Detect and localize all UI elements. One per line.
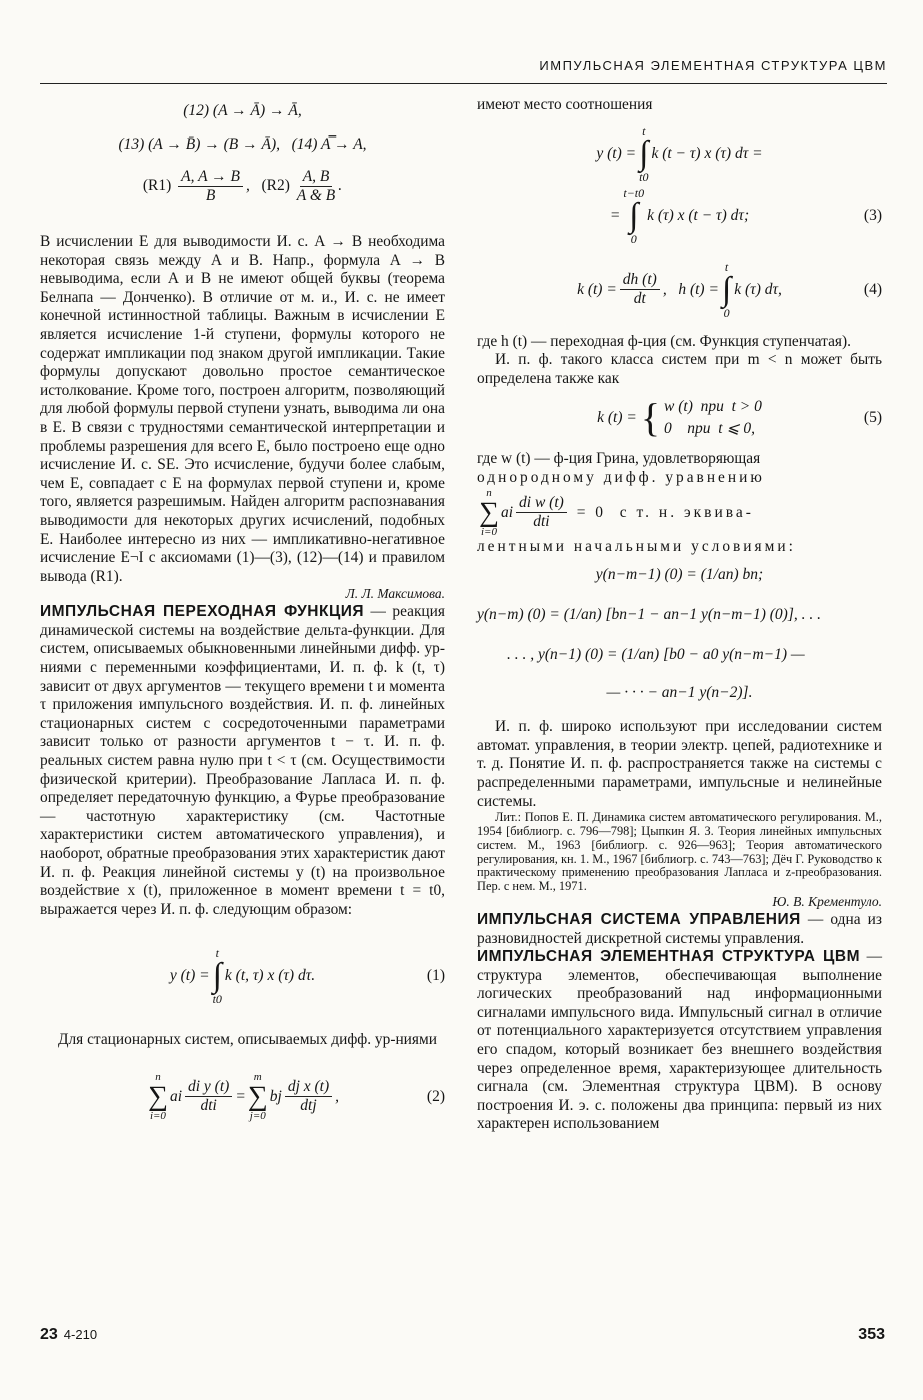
eq3b-lower-limit: 0 [630,231,637,246]
eq1-integral: t ∫ t0 [212,946,222,1007]
article-impulse-control-system [477,911,882,948]
equation-2 [40,1072,445,1122]
rule-r2-denominator: A & B [296,187,336,204]
formula-13-14 [40,134,445,156]
paragraph-stationary-systems: Для стационарных систем, описываемых дифф. ур-ниями [58,1031,437,1049]
eq5-case-2: 0 при t ⩽ 0, [664,420,755,438]
author-signature-maksimova: Л. Л. Максимова. [345,586,445,602]
equation-initial-4: — · · · − an−1 y(n−2)]. [606,684,753,702]
eq4-fraction-den: dt [633,290,646,308]
eq1-upper-limit: t [215,946,219,961]
eq2-fraction-left-num: di y (t) [185,1078,232,1097]
rule-r2-numerator: A, B [300,168,333,187]
eq4-number: (4) [863,280,882,298]
eq2-fraction-right-num: dj x (t) [285,1078,332,1097]
green-sum-lower: i=0 [480,525,497,538]
eq3b-upper-limit: t−t0 [623,185,645,200]
formula-14: (14) A̿ → A, [291,136,367,153]
eq2-sum-right-lower: j=0 [249,1109,266,1122]
paragraph-homogeneous-equation: однородному дифф. уравнению [477,468,765,486]
eq3b-lhs: = [609,206,621,224]
green-fraction-num: di w (t) [516,494,567,513]
eq4-fraction [620,271,660,308]
signature-code: 4-210 [63,1327,98,1342]
paragraph-calculus-e: В исчислении E для выводимости И. с. A → B необходима некоторая связь между A и B. Напр., формула A → B невыводима, если A и B не имеют общей буквы (теорема Белнапа — Донченко). В отличие от м. и., И. с. не имеет конечной истинностной таблицы. Важным в исчислении E является исчисление 1-й ступени, формулы которого не содержат импликации под знаком другой импликации. Такие формулы допускают довольно простое семантическое истолкование. Кроме того, построен алгоритм, позволяющий для любой формулы первой ступени узнать, выводима ли она в E. В связи с трудностями семантической интерпретации и проблемы разрешения для всего E, было построено еще одно исчисление И. с. SE. Это исчисление, будучи более слабым, чем E, совпадает с E на формулах первой ступени и, кроме того, является разрешимым. Найден алгоритм распознавания выводимости для некоторых других исчислений, подобных E. Наиболее интересно из них — импликативно-негативное исчисление E¬I с аксиомами (1)—(3), (12)—(14) и правилом вывода (R1). [40,233,445,585]
eq4-fraction-num: dh (t) [620,271,660,290]
paragraph-green-function: где w (t) — ф-ция Грина, удовлетворяющая [477,450,761,468]
article-title-element-structure: ИМПУЛЬСНАЯ ЭЛЕМЕНТНАЯ СТРУКТУРА ЦВМ [477,948,860,966]
right-column [477,96,882,1134]
paragraph-relations-intro: имеют место соотношения [477,96,653,113]
rule-r2-fraction [297,168,335,205]
running-header [40,58,887,84]
footer-signature [40,1326,97,1344]
eq2-number: (2) [426,1087,445,1105]
green-sum: n ∑ i=0 [479,486,499,538]
equation-initial-2: y(n−m) (0) = (1/an) [bn−1 − an−1 y(n−m−1) (0)], . . . [477,606,821,624]
eq2-sum-right-upper: m [253,1070,262,1083]
equation-3b [477,187,882,245]
eq5-number: (5) [863,409,882,427]
rule-r1-numerator: A, A → B [178,168,243,187]
eq2-coef-a: ai [169,1087,182,1105]
formula-12: (12) (A → Ā) → Ā, [183,102,302,119]
rule-r2-label: (R2) [261,177,290,195]
article-impulse-transfer-function [40,603,445,919]
rule-r1-fraction [178,168,243,205]
page-number: 353 [858,1326,885,1343]
green-coef: ai [500,503,514,521]
eq4-mid: , h (t) = [662,280,719,298]
eq3a-upper-limit: t [642,123,646,138]
equation-4 [477,261,882,319]
eq2-sum-right: m ∑ j=0 [247,1070,268,1122]
article-title-transfer-function: ИМПУЛЬСНАЯ ПЕРЕХОДНАЯ ФУНКЦИЯ [40,603,365,621]
eq5-cases [664,396,762,440]
author-signature-krementulo: Ю. В. Крементуло. [772,893,882,909]
paragraph-step-function: где h (t) — переходная ф-ция (см. Функция ступенчатая). [477,332,851,350]
article-body-control-system: — одна из разновидностей дискретной системы управления. [477,910,882,947]
literature-references: Лит.: Попов Е. П. Динамика систем автоматического регулирования. М., 1954 [библиогр. с. 796—798]; Цыпкин Я. З. Теория линейных импульсных систем. М., 1963 [библиогр. с. 926—963]; Теория автоматического регулирования, кн. 1. М., 1967 [библиогр. с. 743—763]; Дёч Г. Руководство к практическому применению преобразования Лапласа и z-преобразования. Пер. с нем. М., 1971. [477,810,882,894]
eq2-equals: = [235,1087,246,1105]
eq4-lhs: k (t) = [577,280,617,298]
left-column [40,96,445,1122]
eq3a-integral: t ∫ t0 [639,123,649,184]
eq3a-lower-limit: t0 [639,169,649,184]
running-title: ИМПУЛЬСНАЯ ЭЛЕМЕНТНАЯ СТРУКТУРА ЦВМ [539,58,887,73]
eq2-tail: , [335,1087,340,1105]
eq1-integrand: k (t, τ) x (τ) dτ. [224,967,316,985]
article-body-element-structure: — структура элементов, обеспечивающая выполнение логических преобразований над информационными сигналами импульсного вида. Импульсный сигнал в отличие от потенциального характеризуется отсутствием управления его спадом, который возникает без внешнего воздействия через определенное время, характеризующее длительность сигнала (см. Элементная структура ЦВМ). В основу построения И. э. с. положены два принципа: первый из них характерен использованием [477,948,882,1133]
eq2-fraction-right [285,1078,332,1115]
eq1-number: (1) [426,967,445,985]
eq3a-lhs: y (t) = [596,144,637,162]
eq1-lower-limit: t0 [212,992,222,1007]
eq2-sum-left-lower: i=0 [149,1109,166,1122]
green-fraction-den: dti [533,513,550,531]
eq4-upper-limit: t [724,259,729,274]
eq5-case-1: w (t) при t > 0 [664,398,762,416]
eq2-fraction-right-den: dtj [300,1097,317,1115]
equation-3a [477,125,882,183]
paragraph-applications: И. п. ф. широко используют при исследовании систем автомат. управления, в теории электр. цепей, радиотехнике и т. д. Понятие И. п. ф. распространяется также на системы с распределенными параметрами, импульсные и нелинейные системы. [477,718,882,810]
eq4-integrand: k (τ) dτ, [734,280,782,298]
equation-green [477,488,882,538]
paragraph-initial-conditions: лентными начальными условиями: [477,537,796,555]
eq5-brace: { [640,395,661,441]
eq3b-integral: t−t0 ∫ 0 [623,185,645,246]
signature-number: 23 [40,1326,58,1343]
eq2-fraction-left-den: dti [200,1097,217,1115]
eq1-lhs: y (t) = [169,967,210,985]
equation-initial-1: y(n−m−1) (0) = (1/an) bn; [595,566,764,584]
eq3a-integrand: k (t − τ) x (τ) dτ = [651,144,763,162]
eq2-sum-left-upper: n [155,1070,161,1083]
equation-1 [40,947,445,1005]
equation-5 [477,396,882,440]
eq4-integral: t ∫ 0 [721,259,732,320]
paragraph-class-m-lt-n: И. п. ф. такого класса систем при m < n может быть определена также как [477,351,882,387]
inference-rules: (R1) $\frac{A, A \to B}{B}$ , (R2) $\frac{A, B}{A \& B}$ . [142,168,343,204]
green-tail: = 0 с т. н. эквива- [569,503,754,521]
green-sum-upper: n [486,486,492,499]
article-body-transfer-function: — реакция динамической системы на воздействие дельта-функции. Для систем, описываемых обыкновенными линейными дифф. ур-ниями с переменными коэффициентами, И. п. ф. k (t, τ) зависит от двух аргументов — текущего времени t и момента τ приложения импульсного воздействия. И. п. ф. линейных стационарных систем с сосредоточенными параметрами зависит только от разности аргументов t − τ. И. п. ф. реальных систем равна нулю при t < τ (см. Осуществимости физической критерии). Преобразование Лапласа И. п. ф. определяет передаточную функцию, а Фурье преобразование — частотную характеристику (см. Частотные характеристики систем автоматического управления), и наоборот, обратные преобразования этих характеристик дают И. п. ф. Реакция линейной системы y (t) на произвольное воздействие x (t), приложенное в момент времени t = t0, выражается через И. п. ф. следующим образом: [40,603,445,918]
rule-r1-label: (R1) [142,177,172,195]
article-title-control-system: ИМПУЛЬСНАЯ СИСТЕМА УПРАВЛЕНИЯ [477,910,801,928]
eq3b-integrand: k (τ) x (t − τ) dτ; [647,206,750,224]
rule-r1-denominator: B [205,187,216,204]
eq2-sum-left: n ∑ i=0 [147,1070,168,1122]
eq2-coef-b: bj [269,1087,282,1105]
formula-13: (13) (A → B̄) → (B → Ā), [118,136,280,153]
eq3-number: (3) [863,206,882,224]
eq5-lhs: k (t) = [597,409,637,427]
green-fraction [516,494,567,531]
eq2-fraction-left [185,1078,232,1115]
eq4-lower-limit: 0 [723,305,730,320]
equation-initial-3: . . . , y(n−1) (0) = (1/an) [b0 − a0 y(n−m−1) — [507,646,805,664]
article-impulse-element-structure [477,948,882,1134]
